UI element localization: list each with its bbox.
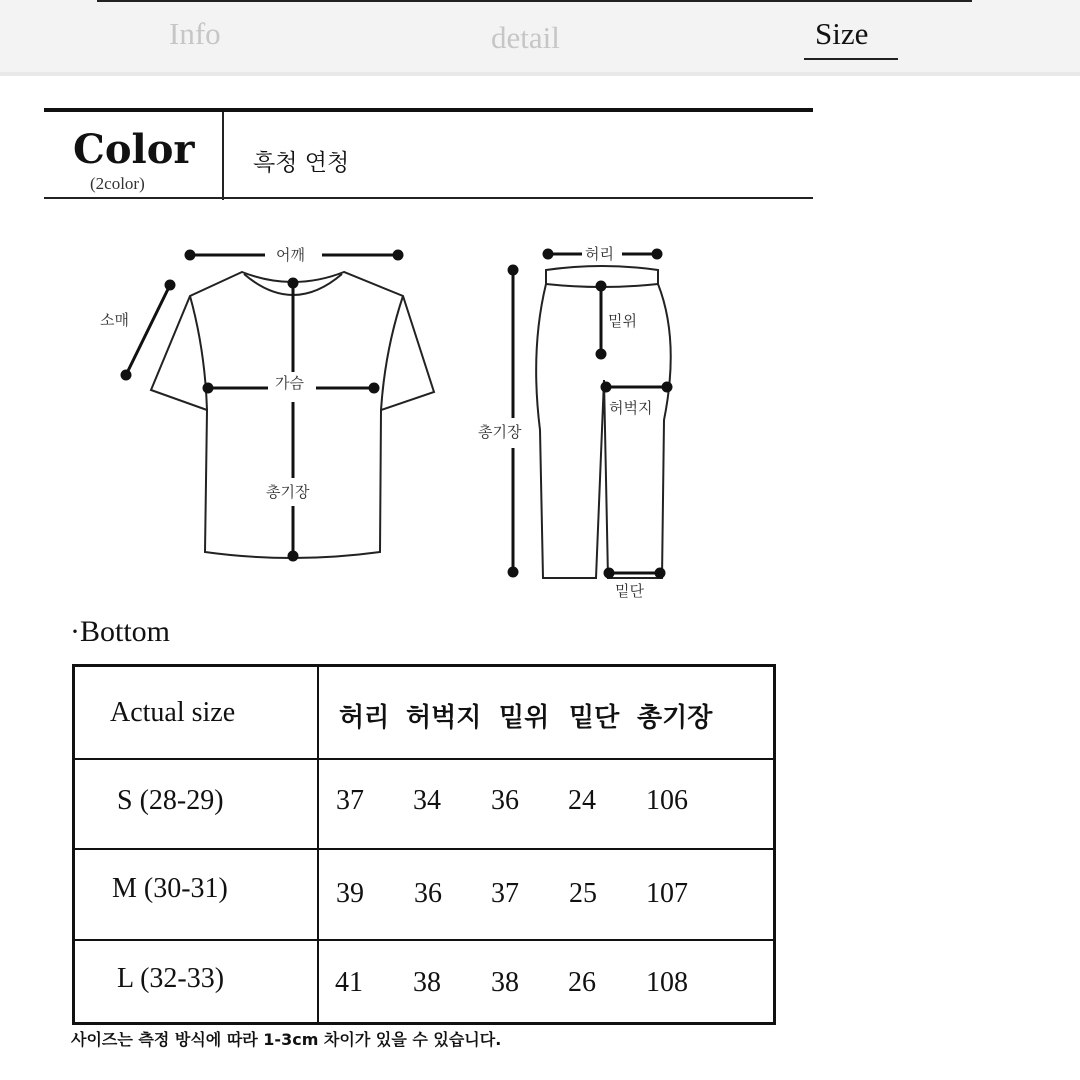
row-label-l: L (32-33) bbox=[117, 963, 225, 994]
table-cell: 36 bbox=[414, 878, 442, 909]
table-cell: 25 bbox=[569, 878, 597, 909]
table-cell: 38 bbox=[491, 967, 519, 998]
row-label-s: S (28-29) bbox=[117, 785, 224, 816]
tab-bar-top-rule bbox=[97, 0, 972, 2]
label-thigh: 허벅지 bbox=[609, 399, 653, 417]
column-header-length: 총기장 bbox=[637, 703, 713, 733]
table-cell: 41 bbox=[335, 967, 363, 998]
row-label-m: M (30-31) bbox=[112, 873, 228, 904]
label-pants-length: 총기장 bbox=[478, 423, 522, 441]
tab-detail[interactable]: detail bbox=[491, 20, 560, 55]
tab-size[interactable]: Size bbox=[815, 16, 869, 51]
color-count: (2color) bbox=[90, 174, 145, 193]
section-title-bottom: ·Bottom bbox=[70, 615, 171, 648]
table-cell: 107 bbox=[646, 878, 688, 909]
pants-illustration bbox=[536, 266, 671, 578]
table-cell: 24 bbox=[568, 785, 596, 816]
table-cell: 26 bbox=[568, 967, 596, 998]
tshirt-measure-lines bbox=[122, 251, 402, 560]
label-chest: 가슴 bbox=[275, 374, 304, 392]
tab-bar bbox=[0, 0, 1080, 76]
label-shoulder: 어깨 bbox=[276, 246, 305, 264]
label-tshirt-length: 총기장 bbox=[266, 483, 310, 501]
column-header-thigh: 허벅지 bbox=[406, 703, 482, 733]
table-cell: 37 bbox=[491, 878, 519, 909]
column-header-rise: 밑위 bbox=[499, 703, 550, 733]
active-tab-indicator bbox=[804, 58, 898, 60]
label-hem: 밑단 bbox=[615, 582, 644, 600]
table-divider bbox=[75, 758, 773, 760]
column-header-waist: 허리 bbox=[339, 703, 390, 733]
table-cell: 36 bbox=[491, 785, 519, 816]
size-table bbox=[72, 664, 776, 1025]
table-cell: 37 bbox=[336, 785, 364, 816]
table-cell: 34 bbox=[413, 785, 441, 816]
table-header-actual-size: Actual size bbox=[110, 697, 236, 728]
color-values: 흑청 연청 bbox=[253, 150, 350, 176]
table-divider bbox=[75, 848, 773, 850]
table-cell: 38 bbox=[413, 967, 441, 998]
label-waist: 허리 bbox=[585, 245, 614, 263]
table-cell: 39 bbox=[336, 878, 364, 909]
measurement-diagram bbox=[0, 230, 1080, 610]
label-rise: 밑위 bbox=[608, 312, 637, 330]
table-cell: 106 bbox=[646, 785, 688, 816]
color-info-box bbox=[44, 108, 813, 199]
color-divider bbox=[222, 112, 224, 200]
tab-info[interactable]: Info bbox=[169, 16, 221, 51]
label-sleeve: 소매 bbox=[100, 311, 129, 329]
table-cell: 108 bbox=[646, 967, 688, 998]
size-footnote: 사이즈는 측정 방식에 따라 1-3cm 차이가 있을 수 있습니다. bbox=[71, 1030, 502, 1049]
column-header-hem: 밑단 bbox=[569, 703, 620, 733]
table-divider-vertical bbox=[317, 667, 319, 1022]
table-divider bbox=[75, 939, 773, 941]
color-title: Color bbox=[73, 126, 195, 173]
